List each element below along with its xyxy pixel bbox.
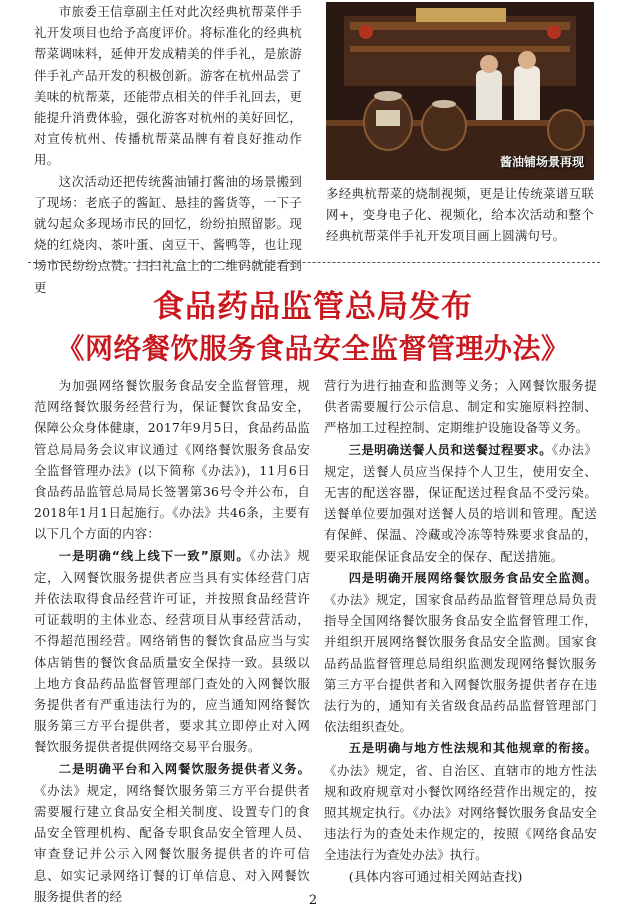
soy-sauce-shop-photo bbox=[326, 2, 594, 180]
top-article-right-column bbox=[326, 183, 594, 247]
point-2-lead: 二是明确平台和入网餐饮服务提供者义务。 bbox=[58, 761, 310, 776]
point-4-lead: 四是明确开展网络餐饮服务食品安全监测。 bbox=[348, 570, 597, 585]
headline-line-1: 食品药品监管总局发布 bbox=[153, 289, 473, 325]
paragraph: 这次活动还把传统酱油铺打酱油的场景搬到了现场：老底子的酱缸、悬挂的酱货等，一下子就勾起众多现场市民的回忆，纷纷拍照留影。现烧的红烧肉、茶叶蛋、卤豆干、酱鸭等，也让现场市民纷纷点赞。扫扫礼盒上的二维码就能看到更 bbox=[34, 173, 302, 295]
headline-line-2: 《网络餐饮服务食品安全监督管理办法》 bbox=[56, 332, 570, 365]
point-5-paragraph bbox=[324, 737, 597, 865]
point-1-body: 《办法》规定，入网餐饮服务提供者应当具有实体经营门店并依法取得食品经营许可证，并按照食品经营许可证载明的主体业态、经营项目从事经营活动，不得超范围经营。网络销售的餐饮食品应当与实体店销售的餐饮食品质量安全保持一致。县级以上地方食品药品监督管理部门查处的入网餐饮服务提供者有严重违法行为的，应当通知网络餐饮服务第三方平台提供者，要求其立即停止对入网餐饮服务提供者提供网络交易平台服务。 bbox=[34, 547, 310, 755]
point-5-body: 《办法》规定，省、自治区、直辖市的地方性法规和政府规章对小餐饮网络经营作出规定的，按照其规定执行。《办法》对网络餐饮服务食品安全违法行为的查处未作规定的，按照《网络食品安全违法行为查处办法》执行。 bbox=[324, 762, 597, 863]
main-article-right-column bbox=[324, 375, 597, 887]
point-2-paragraph bbox=[34, 758, 310, 907]
point-4-paragraph bbox=[324, 567, 597, 738]
point-2-body: 《办法》规定，网络餐饮服务第三方平台提供者需要履行建立食品安全相关制度、设置专门的食品安全管理机构、配备专职食品安全管理人员、审查登记并公示入网餐饮服务提供者的许可信息、如实记录网络订餐的订单信息、对入网餐饮服务提供者的经 bbox=[34, 782, 310, 904]
paragraph: 多经典杭帮菜的烧制视频，更是让传统菜谱互联网+，变身电子化、视频化，给本次活动和整个经典杭帮菜伴手礼开发项目画上圆满句号。 bbox=[326, 186, 594, 244]
intro-paragraph: 为加强网络餐饮服务食品安全监督管理，规范网络餐饮服务经营行为，保证餐饮食品安全，保障公众身体健康，2017年9月5日，食品药品监管总局局务会议审议通过《网络餐饮服务食品安全监督管理办法》(以下简称《办法》)，11月6日食品药品监管总局局长签署第36号令并公布，自2018年1月1日起施行。《办法》共46条，主要有以下几个方面的内容： bbox=[34, 378, 310, 542]
main-article-left-column bbox=[34, 375, 310, 907]
point-3-lead: 三是明确送餐人员和送餐过程要求。 bbox=[348, 442, 552, 457]
point-3-body: 《办法》规定，送餐人员应当保持个人卫生，使用安全、无害的配送容器，保证配送过程食品不受污染。送餐单位要加强对送餐人员的培训和管理。配送有保鲜、保温、冷藏或冷冻等特殊要求食品的，要采取能保证食品安全的保存、配送措施。 bbox=[324, 441, 597, 564]
top-article-left-column bbox=[34, 1, 302, 298]
point-5-lead: 五是明确与地方性法规和其他规章的衔接。 bbox=[348, 741, 597, 756]
point-4-body: 《办法》规定，国家食品药品监督管理总局负责指导全国网络餐饮服务食品安全监督管理工作，并组织开展网络餐饮服务食品安全监测。国家食品药品监督管理总局组织监测发现网络餐饮服务第三方平台提供者和入网餐饮服务提供者存在违法行为的，通知有关省级食品药品监督管理部门依法组织查处。 bbox=[324, 592, 597, 735]
point-1-paragraph bbox=[34, 545, 310, 758]
page-number: 2 bbox=[308, 893, 318, 908]
point-1-lead: 一是明确“线上线下一致”原则。 bbox=[58, 548, 250, 563]
point-2-continued: 营行为进行抽查和监测等义务；入网餐饮服务提供者需要履行公示信息、制定和实施原料控制、严格加工过程控制、定期维护设施设备等义务。 bbox=[324, 378, 597, 436]
point-3-paragraph bbox=[324, 439, 597, 567]
section-divider bbox=[28, 262, 600, 263]
paragraph: 市旅委王信章副主任对此次经典杭帮菜伴手礼开发项目也给予高度评价。将标准化的经典杭帮菜调味料，延伸开发成精美的伴手礼，是旅游伴手礼产品开发的积极创新。游客在杭州品尝了美味的杭帮菜，还能带点相关的伴手礼回去，更能提升消费体验，强化游客对杭州的美好回忆，对宣传杭州、传播杭帮菜品牌有着良好推动作用。 bbox=[34, 4, 302, 168]
source-note: (具体内容可通过相关网站查找) bbox=[348, 868, 523, 884]
photo-caption: 酱油铺场景再现 bbox=[499, 155, 584, 169]
